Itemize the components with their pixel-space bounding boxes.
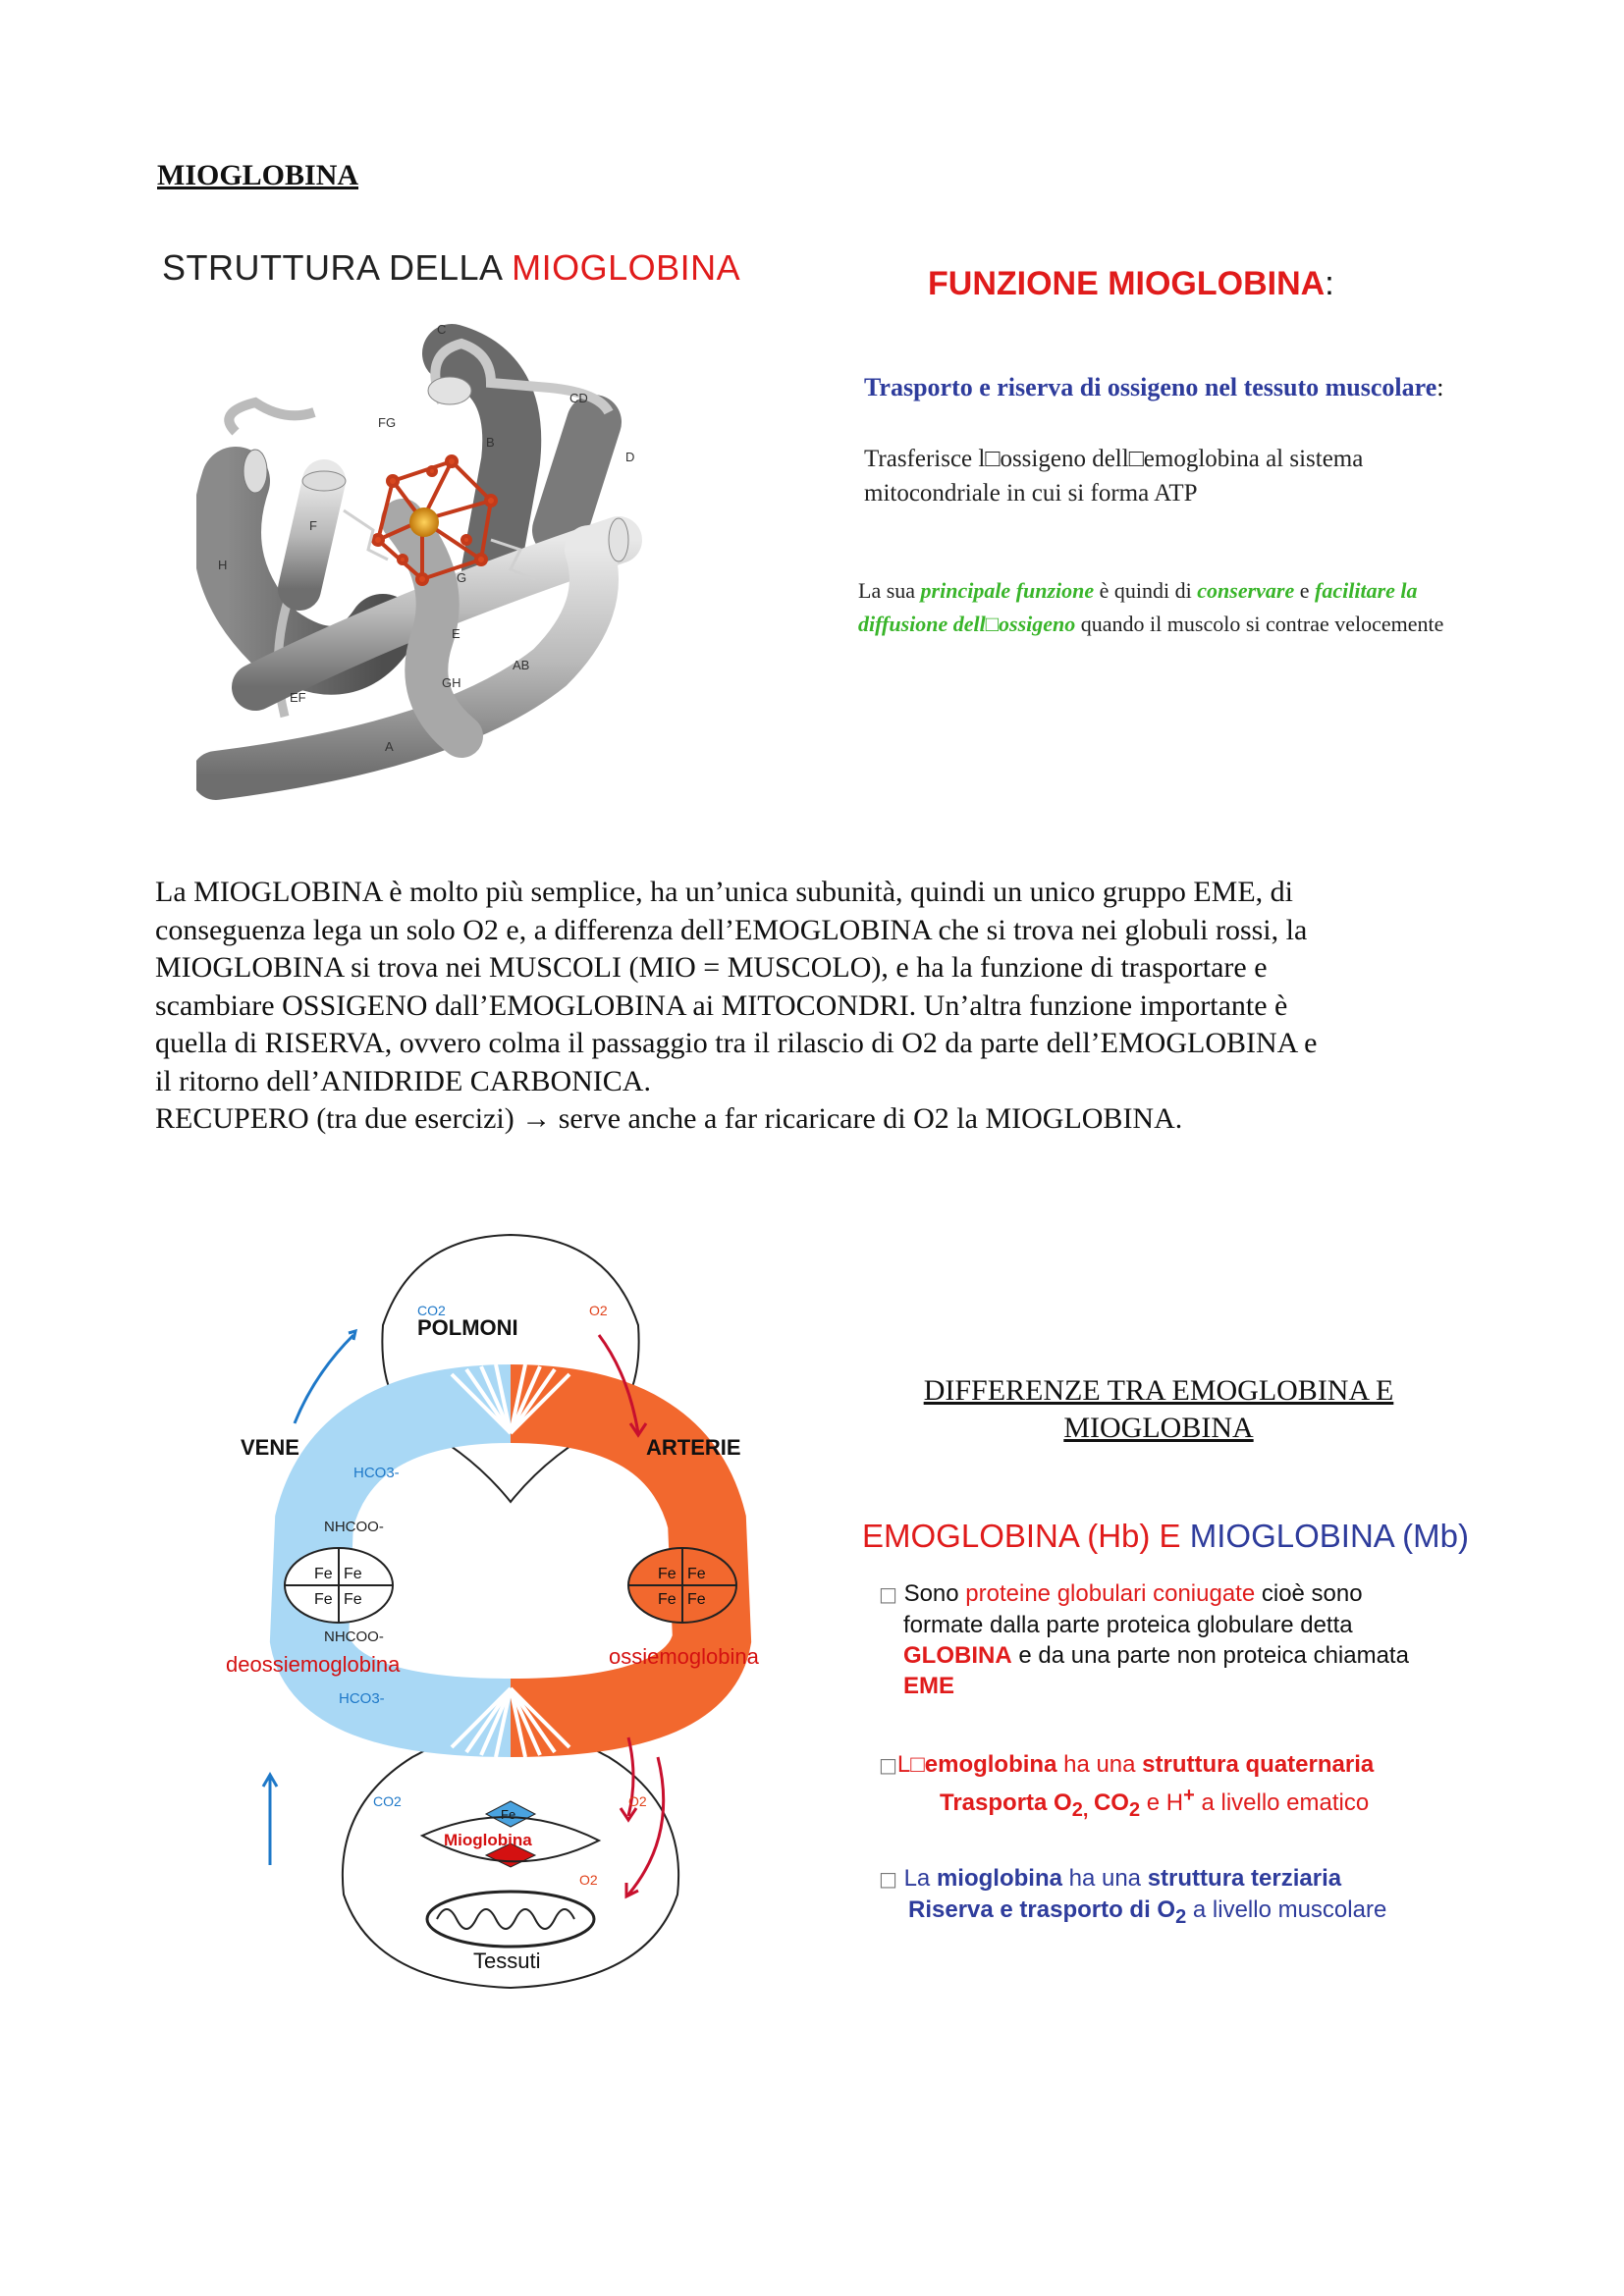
svg-text:Fe: Fe	[344, 1591, 362, 1608]
paragraph-line: il ritorno dell’ANIDRIDE CARBONICA.	[155, 1064, 651, 1097]
main-paragraph	[155, 874, 1490, 1139]
helix-label: AB	[513, 658, 530, 672]
arteries-label: ARTERIE	[646, 1435, 741, 1460]
svg-text:Fe: Fe	[687, 1591, 706, 1608]
deoxyhemoglobin-symbol	[285, 1548, 393, 1623]
helix-label: C	[437, 322, 447, 337]
oxyhemoglobin-label: ossiemoglobina	[609, 1644, 759, 1669]
helix-label: CD	[569, 391, 588, 405]
svg-text:HCO3-: HCO3-	[339, 1690, 385, 1707]
helix-label: EF	[290, 690, 306, 705]
function-title: FUNZIONE MIOGLOBINA:	[928, 265, 1334, 302]
function-note: La sua principale funzione è quindi di conservare e facilitare la diffusione dell□ossigeno quando il muscolo si contrae velocemente	[858, 578, 1444, 636]
svg-text:NHCOO-: NHCOO-	[324, 1519, 384, 1535]
paragraph-line: conseguenza lega un solo O2 e, a differenza dell’EMOGLOBINA che si trova nei globuli rossi, la	[155, 913, 1308, 946]
paragraph-line: scambiare OSSIGENO dall’EMOGLOBINA ai MITOCONDRI. Un’altra funzione importante è	[155, 988, 1288, 1022]
svg-text:Fe: Fe	[314, 1591, 333, 1608]
helix-label: GH	[442, 675, 461, 690]
svg-text:HCO3-: HCO3-	[353, 1465, 400, 1481]
function-subtitle: Trasporto e riserva di ossigeno nel tessuto muscolare:	[864, 373, 1444, 401]
svg-text:CO2: CO2	[417, 1303, 446, 1318]
svg-text:Fe: Fe	[658, 1591, 677, 1608]
deoxyhemoglobin-label: deossiemoglobina	[226, 1652, 401, 1677]
bullet-3: □ La mioglobina ha una struttura terziaria Riserva e trasporto di $O_2$ a livello muscolare	[879, 1865, 1387, 1928]
paragraph-line: RECUPERO (tra due esercizi) → serve anche a far ricaricare di O2 la MIOGLOBINA.	[155, 1102, 1183, 1135]
helix-label: G	[457, 570, 467, 585]
svg-text:O2: O2	[589, 1303, 608, 1318]
lungs-label: POLMONI	[417, 1315, 518, 1340]
svg-text:CO2: CO2	[373, 1793, 402, 1809]
svg-text:NHCOO-: NHCOO-	[324, 1629, 384, 1645]
svg-text:Fe: Fe	[501, 1807, 516, 1822]
helix-label: A	[385, 739, 394, 754]
svg-text:Fe: Fe	[314, 1566, 333, 1582]
helix-label: D	[625, 450, 635, 464]
svg-text:O2: O2	[579, 1872, 598, 1888]
helix-label: F	[309, 518, 317, 533]
paragraph-line: La MIOGLOBINA è molto più semplice, ha un’unica subunità, quindi un unico gruppo EME, di	[155, 876, 1293, 908]
paragraph-line: quella di RISERVA, ovvero colma il passaggio tra il rilascio di O2 da parte dell’EMOGLOBINA e	[155, 1027, 1318, 1059]
paragraph-line: MIOGLOBINA si trova nei MUSCOLI (MIO = MUSCOLO), e ha la funzione di trasportare e	[155, 951, 1268, 984]
svg-text:Fe: Fe	[344, 1566, 362, 1582]
helix-label: FG	[378, 415, 397, 430]
svg-text:Fe: Fe	[687, 1566, 706, 1582]
veins-label: VENE	[241, 1435, 299, 1460]
differences-title: DIFFERENZE TRA EMOGLOBINA E MIOGLOBINA	[923, 1374, 1394, 1444]
circulation-diagram	[216, 1227, 805, 2002]
tissues-label: Tessuti	[473, 1949, 541, 1973]
bullet-2: □L□emoglobina ha una struttura quaternaria Trasporta $O_{2,}$ $CO_2$ e H+ a livello ematico	[879, 1751, 1375, 1821]
differences-header: EMOGLOBINA (Hb) E MIOGLOBINA (Mb)	[862, 1518, 1469, 1554]
function-description: Trasferisce l□ossigeno dell□emoglobina al sistema mitocondriale in cui si forma ATP	[864, 446, 1364, 507]
structure-figure-title: STRUTTURA DELLA MIOGLOBINA	[162, 247, 741, 288]
helix-label: H	[218, 558, 228, 572]
myoglobin-label: Mioglobina	[444, 1831, 532, 1849]
helix-label: E	[452, 626, 460, 641]
myoglobin-structure-figure	[196, 314, 746, 825]
helix-label: B	[486, 435, 495, 450]
svg-text:O2: O2	[628, 1793, 647, 1809]
page-title: MIOGLOBINA	[157, 159, 359, 191]
oxyhemoglobin-symbol	[628, 1548, 736, 1623]
svg-text:Fe: Fe	[658, 1566, 677, 1582]
bullet-1: □ Sono proteine globulari coniugate cioè sono formate dalla parte proteica globulare detta GLOBINA e da una parte non proteica chiamata EME	[879, 1580, 1409, 1699]
